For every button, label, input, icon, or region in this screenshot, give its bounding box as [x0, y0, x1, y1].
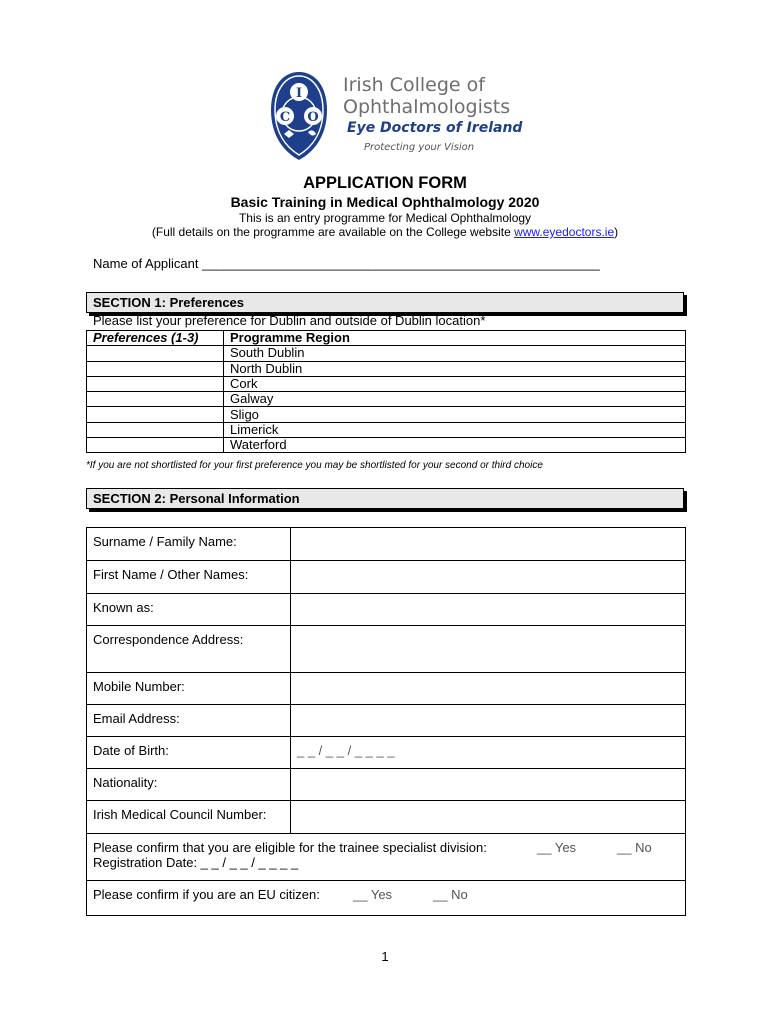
table-row	[87, 801, 686, 834]
table-row	[87, 422, 686, 437]
registration-date-field[interactable]: Registration Date: _ _ / _ _ / _ _ _ _	[93, 855, 299, 870]
form-title: APPLICATION FORM	[303, 174, 467, 192]
table-row	[87, 361, 686, 376]
nationality-input[interactable]	[291, 769, 686, 801]
preference-input-south-dublin[interactable]	[87, 346, 224, 361]
preference-input-cork[interactable]	[87, 376, 224, 391]
region-cell: Galway	[224, 392, 686, 407]
section2-title: SECTION 2: Personal Information	[93, 491, 300, 506]
email-label: Email Address:	[87, 705, 291, 737]
preferences-col-header: Preferences (1-3)	[87, 331, 224, 346]
table-row	[87, 834, 686, 881]
table-row	[87, 438, 686, 453]
imc-number-label: Irish Medical Council Number:	[87, 801, 291, 834]
table-row	[87, 705, 686, 737]
org-tagline: Eye Doctors of Ireland	[347, 120, 523, 136]
dob-input[interactable]: _ _ / _ _ / _ _ _ _	[291, 737, 686, 769]
table-row	[87, 561, 686, 594]
preferences-table	[86, 330, 686, 453]
form-subtext-2	[0, 225, 770, 239]
table-row	[87, 392, 686, 407]
eu-no-option[interactable]: __ No	[433, 887, 468, 902]
preference-input-sligo[interactable]	[87, 407, 224, 422]
preference-note: Please list your preference for Dublin and outside of Dublin location*	[93, 313, 486, 328]
form-subtext-1: This is an entry programme for Medical Ophthalmology	[238, 211, 532, 225]
org-motto: Protecting your Vision	[364, 142, 475, 153]
region-cell: South Dublin	[224, 346, 686, 361]
section1-header	[86, 292, 684, 313]
logo-letter-c: C	[279, 110, 291, 125]
preference-input-waterford[interactable]	[87, 438, 224, 453]
address-label: Correspondence Address:	[87, 626, 291, 673]
first-name-label: First Name / Other Names:	[87, 561, 291, 594]
table-row	[87, 881, 686, 916]
table-row	[87, 673, 686, 705]
nationality-label: Nationality:	[87, 769, 291, 801]
mobile-label: Mobile Number:	[87, 673, 291, 705]
dob-label: Date of Birth:	[87, 737, 291, 769]
section2-header	[86, 488, 684, 509]
surname-label: Surname / Family Name:	[87, 528, 291, 561]
preference-input-galway[interactable]	[87, 392, 224, 407]
table-row	[87, 594, 686, 626]
region-cell: Limerick	[224, 422, 686, 437]
table-header-row	[87, 331, 686, 346]
known-as-label: Known as:	[87, 594, 291, 626]
preference-input-north-dublin[interactable]	[87, 361, 224, 376]
college-website-link[interactable]: www.eyedoctors.ie	[514, 225, 615, 239]
imc-number-input[interactable]	[291, 801, 686, 834]
table-row	[87, 528, 686, 561]
specialist-division-cell	[87, 834, 686, 881]
specialist-yes-option[interactable]: __ Yes	[537, 840, 577, 855]
table-row	[87, 407, 686, 422]
preference-input-limerick[interactable]	[87, 422, 224, 437]
specialist-question: Please confirm that you are eligible for the trainee specialist division:	[93, 840, 487, 855]
table-row	[87, 346, 686, 361]
eu-citizen-cell	[87, 881, 686, 916]
first-name-input[interactable]	[291, 561, 686, 594]
logo-letter-i: I	[295, 86, 303, 101]
preferences-footnote: *If you are not shortlisted for your first preference you may be shortlisted for your second or third choice	[86, 460, 543, 471]
region-cell: Waterford	[224, 438, 686, 453]
page-number: 1	[381, 949, 389, 964]
subtext-prefix: (Full details on the programme are available on the College website	[151, 225, 515, 239]
table-row	[87, 626, 686, 673]
region-cell: Cork	[224, 376, 686, 391]
section1-title: SECTION 1: Preferences	[93, 295, 245, 310]
subtext-suffix: )	[614, 225, 619, 239]
region-cell: Sligo	[224, 407, 686, 422]
mobile-input[interactable]	[291, 673, 686, 705]
region-cell: North Dublin	[224, 361, 686, 376]
org-name-line1: Irish College of	[343, 74, 485, 96]
region-col-header: Programme Region	[224, 331, 686, 346]
specialist-no-option[interactable]: __ No	[617, 840, 652, 855]
table-row	[87, 769, 686, 801]
table-row	[87, 737, 686, 769]
address-input[interactable]	[291, 626, 686, 673]
surname-input[interactable]	[291, 528, 686, 561]
eu-yes-option[interactable]: __ Yes	[353, 887, 393, 902]
personal-info-table	[86, 527, 686, 916]
table-row	[87, 376, 686, 391]
form-subtitle: Basic Training in Medical Ophthalmology 2020	[230, 194, 540, 210]
logo-letter-o: O	[307, 110, 319, 125]
email-input[interactable]	[291, 705, 686, 737]
college-crest-logo	[268, 70, 330, 162]
org-name-line2: Ophthalmologists	[343, 96, 511, 118]
known-as-input[interactable]	[291, 594, 686, 626]
applicant-name-field[interactable]: Name of Applicant _______________________________________________________	[93, 256, 600, 271]
eu-citizen-question: Please confirm if you are an EU citizen:	[93, 887, 320, 902]
